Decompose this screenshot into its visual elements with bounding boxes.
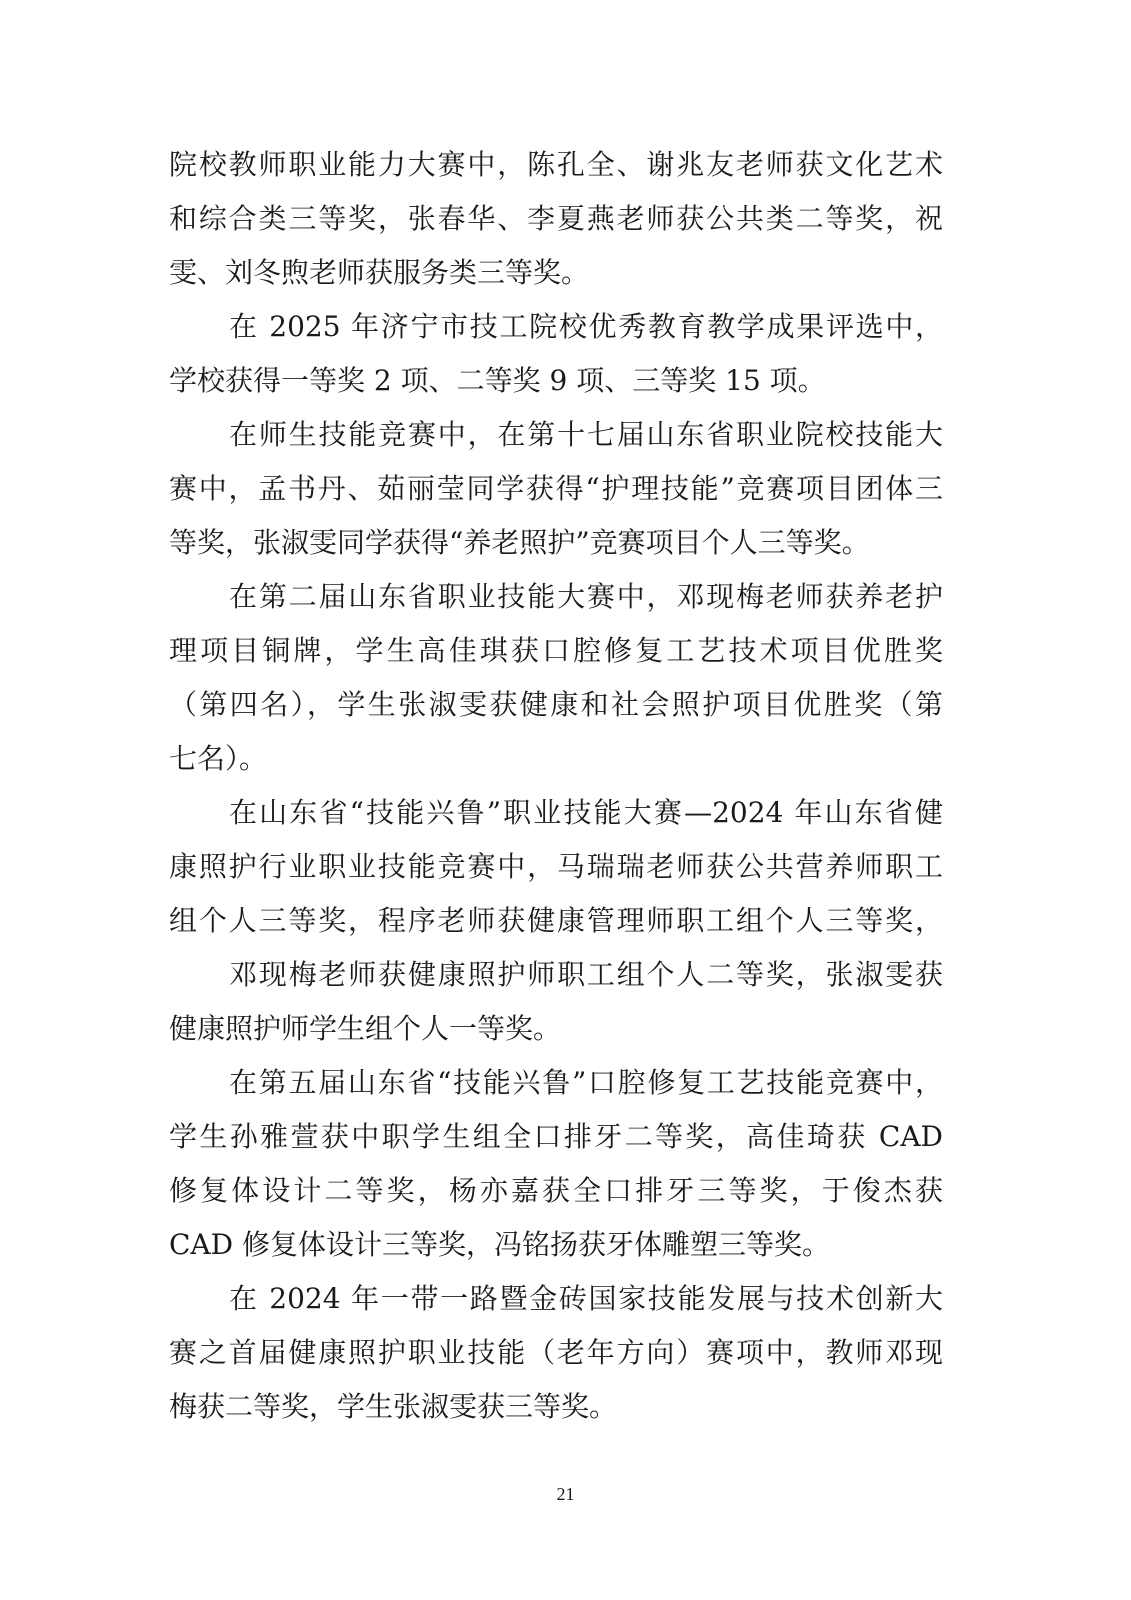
text-line: 在山东省“技能兴鲁”职业技能大赛—2024 年山东省健	[229, 796, 943, 829]
text-line: 学生孙雅萱获中职学生组全口排牙二等奖，高佳琦获 CAD	[169, 1120, 943, 1153]
text-line: 在师生技能竞赛中，在第十七届山东省职业院校技能大	[229, 418, 943, 451]
text-line: 学校获得一等奖 2 项、二等奖 9 项、三等奖 15 项。	[169, 364, 826, 397]
text-line: 在第五届山东省“技能兴鲁”口腔修复工艺技能竞赛中，	[229, 1066, 943, 1099]
text-line: 邓现梅老师获健康照护师职工组个人二等奖，张淑雯获	[229, 958, 943, 991]
text-line: 赛之首届健康照护职业技能（老年方向）赛项中，教师邓现	[169, 1336, 943, 1369]
text-line: 在 2025 年济宁市技工院校优秀教育教学成果评选中，	[229, 310, 943, 343]
text-line: 院校教师职业能力大赛中，陈孔全、谢兆友老师获文化艺术	[169, 148, 943, 181]
text-line: 在 2024 年一带一路暨金砖国家技能发展与技术创新大	[229, 1282, 943, 1315]
page-number: 21	[556, 1484, 575, 1504]
body-text	[169, 138, 943, 1434]
text-line: 雯、刘冬煦老师获服务类三等奖。	[169, 256, 590, 289]
text-line: 梅获二等奖，学生张淑雯获三等奖。	[169, 1390, 618, 1423]
text-line: 七名）。	[169, 742, 268, 775]
text-line: 康照护行业职业技能竞赛中，马瑞瑞老师获公共营养师职工	[169, 850, 943, 883]
text-line: 在第二届山东省职业技能大赛中，邓现梅老师获养老护	[229, 580, 943, 613]
text-line: 赛中，孟书丹、茹丽莹同学获得“护理技能”竞赛项目团体三	[169, 472, 943, 505]
text-line: 组个人三等奖，程序老师获健康管理师职工组个人三等奖，	[169, 904, 943, 937]
text-line: 健康照护师学生组个人一等奖。	[169, 1012, 562, 1045]
text-line: CAD 修复体设计三等奖，冯铭扬获牙体雕塑三等奖。	[169, 1228, 830, 1261]
text-line: 和综合类三等奖，张春华、李夏燕老师获公共类二等奖，祝	[169, 202, 943, 235]
text-line: 修复体设计二等奖，杨亦嘉获全口排牙三等奖，于俊杰获	[169, 1174, 943, 1207]
text-line: （第四名），学生张淑雯获健康和社会照护项目优胜奖（第	[169, 688, 943, 721]
text-line: 等奖，张淑雯同学获得“养老照护”竞赛项目个人三等奖。	[169, 526, 870, 559]
text-line: 理项目铜牌，学生高佳琪获口腔修复工艺技术项目优胜奖	[169, 634, 943, 667]
